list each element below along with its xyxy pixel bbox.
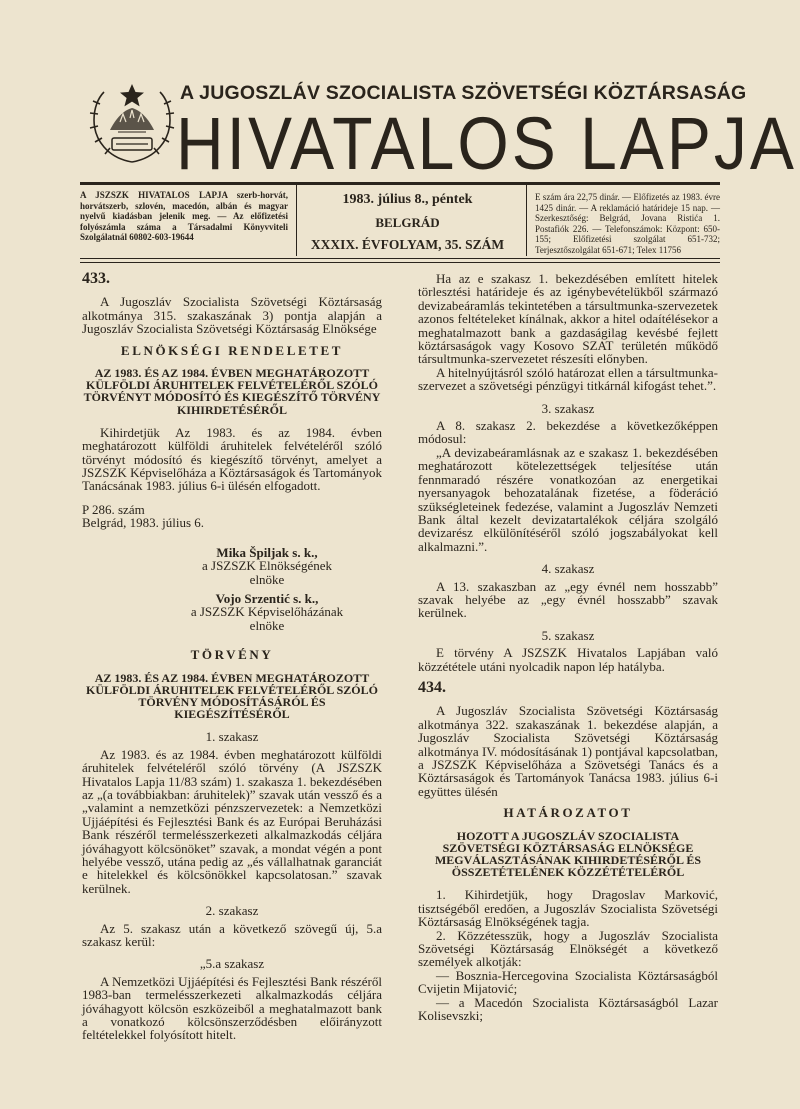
- section-heading: 4. szakasz: [541, 561, 595, 577]
- section-text: Az 1983. és az 1984. évben meghatározott külföldi áruhitelek felvételéről szóló törvény (A JSZSZK Hivatalos Lapja 11/83 szám) 1. szakasza 1. bekezdésében az „(a továbbiakban: áruhitelek)” szavak után vessző és a „valamint a nemzetközi pénzszervezetek: a Nemzetközi Ujjáépítési és Fejlesztési Bank és az Európai Beruházási Bank részéről termelésszerkezeti alkalmazkodás céljára jóváhagyott kölcsönöket” szavak, a mondat végén a pont helyébe vessző, utána pedig az „és vállalhatnak garanciát e hitelekkel és kölcsönökkel kapcsolatosan.” szavak kerülnek.: [82, 746, 382, 896]
- section-heading: 2. szakasz: [205, 903, 259, 919]
- section-heading: 3. szakasz: [541, 400, 595, 416]
- issue-info: [305, 192, 510, 253]
- state-emblem-icon: [86, 78, 178, 170]
- section-heading: „5.a szakasz: [199, 956, 265, 972]
- signatory-role: elnöke: [249, 571, 285, 587]
- signatory-name: Vojo Srzentić s. k.,: [215, 590, 319, 606]
- masthead-rule-bottom-2: [80, 262, 720, 263]
- section-heading: 5. szakasz: [541, 627, 595, 643]
- issue-date: 1983. július 8., péntek: [342, 192, 473, 207]
- act-intro: A Jugoszláv Szocialista Szövetségi Köztársaság alkotmánya 322. szakaszának 1. bekezdése alapján, a Jugoszláv Szocialista Szövetségi Köztársaság alkotmánya IV. módosításának 1) pontjával kapcsolatban, a JSZSZK Képviselőháza a Szövetségi Tanács és a Köztársaságok és Tartományok Tanácsa 1983. július 6-i együttes ülésén: [418, 703, 718, 799]
- issue-number: XXXIX. ÉVFOLYAM, 35. SZÁM: [310, 237, 505, 252]
- left-column: [82, 272, 382, 1042]
- price-and-contact-info: E szám ára 22,75 dinár. — Előfizetés az 1983. évre 1425 dinár. — A reklamáció határideje 15 nap. — Szerkesztőség: Belgrád, Jovana Ristića 1. Postafiók 226. — Telefonszámok: Központ: 650-155; Előfizetési szolgálat 651-732; Terjesztőszolgálat 651-671; Telex 11756: [535, 192, 720, 255]
- decree-subject: AZ 1983. ÉS AZ 1984. ÉVBEN MEGHATÁROZOTT KÜLFÖLDI ÁRUHITELEK FELVÉTELÉRŐL SZÓLÓ TÖRVÉNYT MÓDOSÍTÓ ÉS KIEGÉSZÍTŐ TÖRVÉNY KIHIRDETÉSÉRŐL: [83, 366, 381, 417]
- act-number: 434.: [418, 678, 446, 696]
- signatory-role: elnöke: [249, 617, 285, 633]
- header-divider-right: [526, 184, 527, 256]
- promulgation-text: Kihirdetjük Az 1983. és az 1984. évben meghatározott külföldi áruhitelek felvételéről szóló törvényt módosító és kiegészítő törvényt, amelyet a JSZSZK Képviselőháza a Köztársaságok és Tartományok Tanácsának 1983. július 6-i ülésén elfogadott.: [82, 424, 382, 494]
- law-title: TÖRVÉNY: [190, 647, 274, 663]
- decree-title: ELNÖKSÉGI RENDELETET: [120, 342, 344, 358]
- act-intro: A Jugoszláv Szocialista Szövetségi Köztársaság alkotmánya 315. szakaszának 3) pontja alapján a Jugoszláv Szocialista Szövetségi Köztársaság Elnöksége: [82, 294, 382, 337]
- masthead-rule-bottom: [80, 258, 720, 259]
- signature-2: [152, 592, 382, 632]
- section-heading: 1. szakasz: [205, 729, 259, 745]
- member-entry: — Bosznia-Hercegovina Szocialista Köztársaságból Cvijetin Mijatović;: [418, 967, 718, 997]
- paragraph: A hitelnyújtásról szóló határozat ellen a társultmunka-szervezet a szövetségi pénzügyi titkárnál kifogást tehet.”.: [418, 364, 718, 394]
- member-entry: — a Macedón Szocialista Köztársaságból Lazar Kolisevszki;: [418, 994, 718, 1024]
- decision-title: HATÁROZATOT: [503, 805, 633, 821]
- section-text: A 13. szakaszban az „egy évnél nem hosszabb” szavak helyébe az „egy évnél hosszabb” szavak kerülnek.: [418, 578, 718, 621]
- act-number: 433.: [82, 270, 110, 287]
- masthead-rule-top: [80, 182, 720, 185]
- signatory-role: a JSZSZK Elnökségének: [202, 558, 332, 574]
- decision-subject: HOZOTT A JUGOSZLÁV SZOCIALISTA SZÖVETSÉGI KÖZTÁRSASÁG ELNÖKSÉGE MEGVÁLASZTÁSÁNAK KIHIRDETÉSÉRŐL ÉS ÖSSZETÉTELÉNEK KÖZZÉTÉTELÉRŐL: [434, 828, 702, 880]
- section-text: E törvény A JSZSZK Hivatalos Lapjában való közzététele utáni nyolcadik napon lép hatályba.: [418, 645, 718, 674]
- signature-1: [152, 546, 382, 586]
- decision-point: 1. Kihirdetjük, hogy Dragoslav Marković, tisztségéből eredően, a Jugoszláv Szocialista Szövetségi Köztársaság Elnökségének tagja.: [418, 887, 718, 930]
- paragraph: Ha az e szakasz 1. bekezdésében említett hitelek törlesztési határideje és az igénybevételükből származó devizabeáramlás tekintetében a társultmunka-szervezetek azonos feltételeket kínálnak, akkor a hitel odaítélésekor a meghatalmazott bank a gazdaságilag kevésbé fejlett köztársaságok vagy Kosovo SZAT területén működő társultmunka-szervezetet részesíti előnyben.: [418, 271, 718, 367]
- publication-info: A JSZSZK HIVATALOS LAPJA szerb-horvát, horvátszerb, szlovén, macedón, albán és magyar nyelvű kiadásban jelenik meg. — Az előfizetési folyószámla száma a Társadalmi Könyvviteli Szolgálatnál 60802-603-19644: [80, 190, 288, 242]
- gazette-title: HIVATALOS LAPJA: [176, 101, 797, 185]
- decision-point: 2. Közzétesszük, hogy a Jugoszláv Szocialista Szövetségi Köztársaság Elnökségét a következő személyek alkotják:: [418, 927, 718, 970]
- quoted-text: „A devizabeáramlásnak az e szakasz 1. bekezdésében meghatározott kötelezettségek teljesítése után fennmaradó részére vonatkozóan az energetikai nyersanyagok behozatalának fizetése, a föderáció szükségleteinek fedezése, valamint a Jugoszláv Nemzeti Bank által kezelt devizatartalékok céljára szolgáló devizarész elkülönítéséről szóló jogszabályokat kell alkalmazni.”.: [418, 444, 718, 554]
- reference-place-date: Belgrád, 1983. július 6.: [82, 515, 205, 531]
- header-divider-left: [296, 184, 297, 256]
- issue-city: BELGRÁD: [375, 215, 440, 230]
- section-text: A Nemzetközi Ujjáépítési és Fejlesztési Bank részéről 1983-ban termelésszerkezeti alkalmazkodás céljára jóváhagyott kölcsön eszközeiből a meghatalmazott bank a vonatkozó kölcsönszerződésben előirányzott feltételekkel folyósított hitelt.: [82, 973, 382, 1043]
- signatory-name: Mika Špiljak s. k.,: [216, 544, 318, 560]
- signatory-role: a JSZSZK Képviselőházának: [190, 604, 344, 620]
- republic-name: A JUGOSZLÁV SZOCIALISTA SZÖVETSÉGI KÖZTÁRSASÁG: [180, 82, 747, 104]
- section-text: A 8. szakasz 2. bekezdése a következőképpen módosul:: [418, 418, 718, 447]
- reference-number: P 286. szám: [82, 501, 145, 517]
- law-subject: AZ 1983. ÉS AZ 1984. ÉVBEN MEGHATÁROZOTT KÜLFÖLDI ÁRUHITELEK FELVÉTELÉRŐL SZÓLÓ TÖRVÉNY MÓDOSÍTÁSÁRÓL ÉS KIEGÉSZÍTÉSÉRŐL: [86, 670, 378, 722]
- section-text: Az 5. szakasz után a következő szövegű új, 5.a szakasz kerül:: [82, 920, 382, 950]
- right-column: [418, 272, 718, 1023]
